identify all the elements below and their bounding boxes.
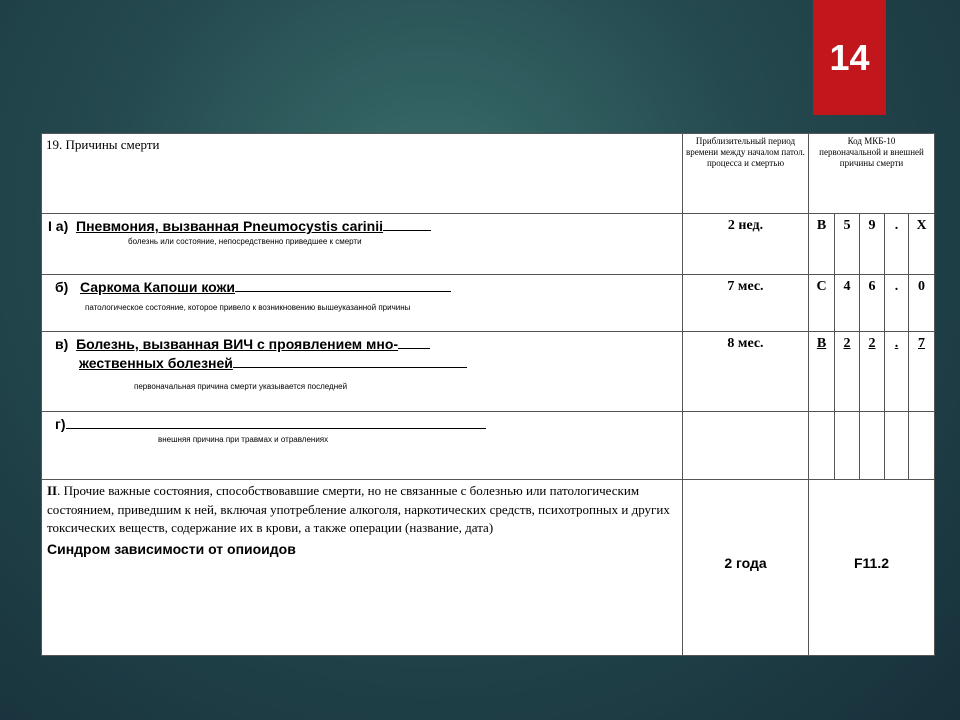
period-value: 2 нед.	[683, 214, 809, 275]
row-prefix: в)	[55, 336, 69, 352]
period-value: 7 мес.	[683, 275, 809, 332]
cause-row-v	[42, 332, 935, 412]
other-period: 2 года	[683, 480, 809, 656]
code-cell: 7	[918, 336, 925, 351]
other-conditions-row	[42, 480, 935, 656]
code-cell: 4	[835, 275, 860, 332]
period-value: 8 мес.	[683, 332, 809, 412]
cause-row-b	[42, 275, 935, 332]
code-cell	[860, 412, 885, 480]
row-prefix: б)	[55, 279, 69, 295]
cause-text: Пневмония, вызванная Pneumocystis carinii	[76, 218, 384, 234]
row-prefix: I а)	[48, 218, 69, 234]
row-prefix: г)	[55, 416, 66, 432]
code-header: Код МКБ-10 первоначальной и внешней причины смерти	[809, 134, 935, 214]
code-cell: 2	[843, 336, 851, 351]
code-cell: B	[816, 336, 827, 351]
code-cell: 0	[909, 275, 935, 332]
period-value	[683, 412, 809, 480]
code-cell: .	[885, 275, 909, 332]
row-hint: патологическое состояние, которое привело к возникновению вышеуказанной причины	[85, 303, 411, 312]
slide-number: 14	[813, 0, 886, 115]
code-cell: .	[885, 214, 909, 275]
code-cell	[835, 412, 860, 480]
code-cell: 2	[868, 336, 876, 351]
code-cell: 6	[860, 275, 885, 332]
row-hint: первоначальная причина смерти указывается последней	[134, 382, 348, 391]
part-roman: II	[47, 483, 58, 498]
other-code: F11.2	[809, 480, 935, 656]
code-cell: B	[809, 214, 835, 275]
death-causes-form	[41, 133, 935, 656]
row-hint: болезнь или состояние, непосредственно приведшее к смерти	[128, 237, 362, 246]
code-cell	[885, 412, 909, 480]
code-cell	[809, 412, 835, 480]
code-cell: X	[909, 214, 935, 275]
code-cell: 9	[860, 214, 885, 275]
cause-row-g	[42, 412, 935, 480]
other-conditions-text: . Прочие важные состояния, способствовавшие смерти, но не связанные с болезнью или патологическим состоянием, приведшим к ней, включая употребление алкоголя, наркотических средств, психотропных и других токсических веществ, содержание их в крови, а также операции (название, дата)	[47, 483, 670, 535]
code-cell	[909, 412, 935, 480]
cause-row-a	[42, 214, 935, 275]
code-cell: .	[894, 336, 899, 351]
cause-text: Саркома Капоши кожи	[79, 279, 236, 295]
cause-text-continued: жественных болезней	[79, 355, 233, 371]
code-cell: 5	[835, 214, 860, 275]
cause-text: Болезнь, вызванная ВИЧ с проявлением мно-	[76, 336, 399, 352]
code-cell: C	[809, 275, 835, 332]
period-header: Приблизительный период времени между началом патол. процесса и смертью	[683, 134, 809, 214]
causes-header: 19. Причины смерти	[42, 134, 683, 214]
other-diagnosis: Синдром зависимости от опиоидов	[47, 540, 296, 557]
row-hint: внешняя причина при травмах и отравлениях	[158, 435, 329, 444]
